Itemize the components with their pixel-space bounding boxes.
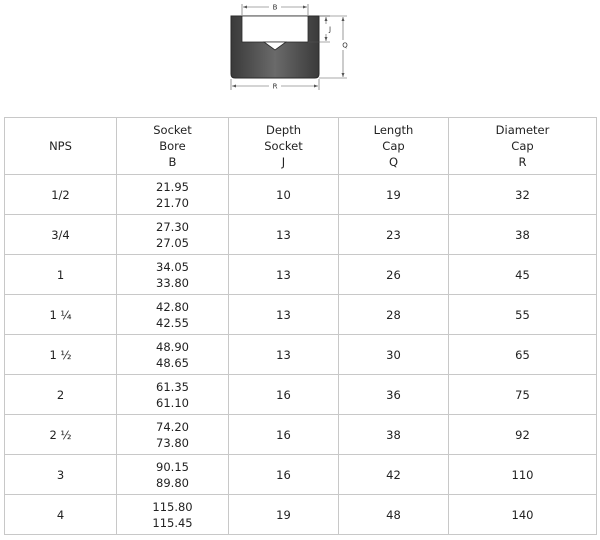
bore-max: 61.35 <box>156 379 189 394</box>
cell-depth: 13 <box>229 335 339 375</box>
cell-length: 26 <box>339 255 449 295</box>
cell-diameter: 140 <box>449 495 597 535</box>
cell-length: 19 <box>339 175 449 215</box>
cell-nps: 1 ½ <box>5 335 117 375</box>
header-depth-socket: Depth Socket J <box>229 118 339 175</box>
table-row <box>5 335 597 375</box>
cell-nps: 1/2 <box>5 175 117 215</box>
cell-depth: 16 <box>229 375 339 415</box>
bore-min: 73.80 <box>156 435 189 450</box>
bore-max: 27.30 <box>156 219 189 234</box>
cell-diameter: 45 <box>449 255 597 295</box>
header-length-cap: Length Cap Q <box>339 118 449 175</box>
cell-socket-bore <box>117 255 229 295</box>
cell-socket-bore <box>117 175 229 215</box>
dim-label-b: B <box>272 3 278 12</box>
bore-max: 74.20 <box>156 419 189 434</box>
cell-depth: 13 <box>229 255 339 295</box>
table-row <box>5 415 597 455</box>
cell-diameter: 65 <box>449 335 597 375</box>
cell-length: 48 <box>339 495 449 535</box>
cell-socket-bore <box>117 415 229 455</box>
bore-min: 21.70 <box>156 195 189 210</box>
socket-bore <box>242 16 308 42</box>
cell-nps: 1 ¼ <box>5 295 117 335</box>
table-row <box>5 215 597 255</box>
bore-min: 89.80 <box>156 475 189 490</box>
cell-socket-bore <box>117 335 229 375</box>
dimensions-table <box>4 117 597 535</box>
bore-min: 33.80 <box>156 275 189 290</box>
header-row <box>5 118 597 175</box>
cell-depth: 10 <box>229 175 339 215</box>
cell-depth: 13 <box>229 295 339 335</box>
cell-length: 30 <box>339 335 449 375</box>
table-row <box>5 495 597 535</box>
cell-diameter: 110 <box>449 455 597 495</box>
table-header <box>5 118 597 175</box>
table-row <box>5 455 597 495</box>
socket-cap-cross-section <box>215 0 365 95</box>
cell-length: 28 <box>339 295 449 335</box>
header-diameter-cap: Diameter Cap R <box>449 118 597 175</box>
cell-diameter: 55 <box>449 295 597 335</box>
header-nps: NPS <box>5 118 117 175</box>
cell-depth: 19 <box>229 495 339 535</box>
cell-length: 23 <box>339 215 449 255</box>
cell-depth: 16 <box>229 415 339 455</box>
table-row <box>5 255 597 295</box>
cell-depth: 13 <box>229 215 339 255</box>
cell-nps: 4 <box>5 495 117 535</box>
bore-min: 61.10 <box>156 395 189 410</box>
cell-nps: 2 ½ <box>5 415 117 455</box>
cell-socket-bore <box>117 215 229 255</box>
cell-nps: 3 <box>5 455 117 495</box>
cell-nps: 3/4 <box>5 215 117 255</box>
dim-label-q: Q <box>342 41 348 50</box>
cell-length: 38 <box>339 415 449 455</box>
bore-max: 42.80 <box>156 299 189 314</box>
bore-min: 42.55 <box>156 315 189 330</box>
cell-nps: 1 <box>5 255 117 295</box>
bore-min: 27.05 <box>156 235 189 250</box>
cell-socket-bore <box>117 495 229 535</box>
bore-min: 48.65 <box>156 355 189 370</box>
bore-max: 90.15 <box>156 459 189 474</box>
bore-max: 48.90 <box>156 339 189 354</box>
cell-diameter: 38 <box>449 215 597 255</box>
dim-label-r: R <box>272 82 278 91</box>
cell-socket-bore <box>117 455 229 495</box>
cell-diameter: 92 <box>449 415 597 455</box>
bore-max: 34.05 <box>156 259 189 274</box>
bore-max: 21.95 <box>156 179 189 194</box>
cell-socket-bore <box>117 295 229 335</box>
cell-depth: 16 <box>229 455 339 495</box>
dim-label-j: J <box>328 25 332 34</box>
cell-diameter: 32 <box>449 175 597 215</box>
table-row <box>5 295 597 335</box>
socket-cap-diagram <box>215 0 365 95</box>
header-socket-bore: Socket Bore B <box>117 118 229 175</box>
cell-length: 42 <box>339 455 449 495</box>
cell-nps: 2 <box>5 375 117 415</box>
cell-length: 36 <box>339 375 449 415</box>
bore-min: 115.45 <box>152 515 193 530</box>
table-row <box>5 175 597 215</box>
cell-socket-bore <box>117 375 229 415</box>
bore-max: 115.80 <box>152 499 193 514</box>
table-row <box>5 375 597 415</box>
table-body <box>5 175 597 535</box>
cell-diameter: 75 <box>449 375 597 415</box>
